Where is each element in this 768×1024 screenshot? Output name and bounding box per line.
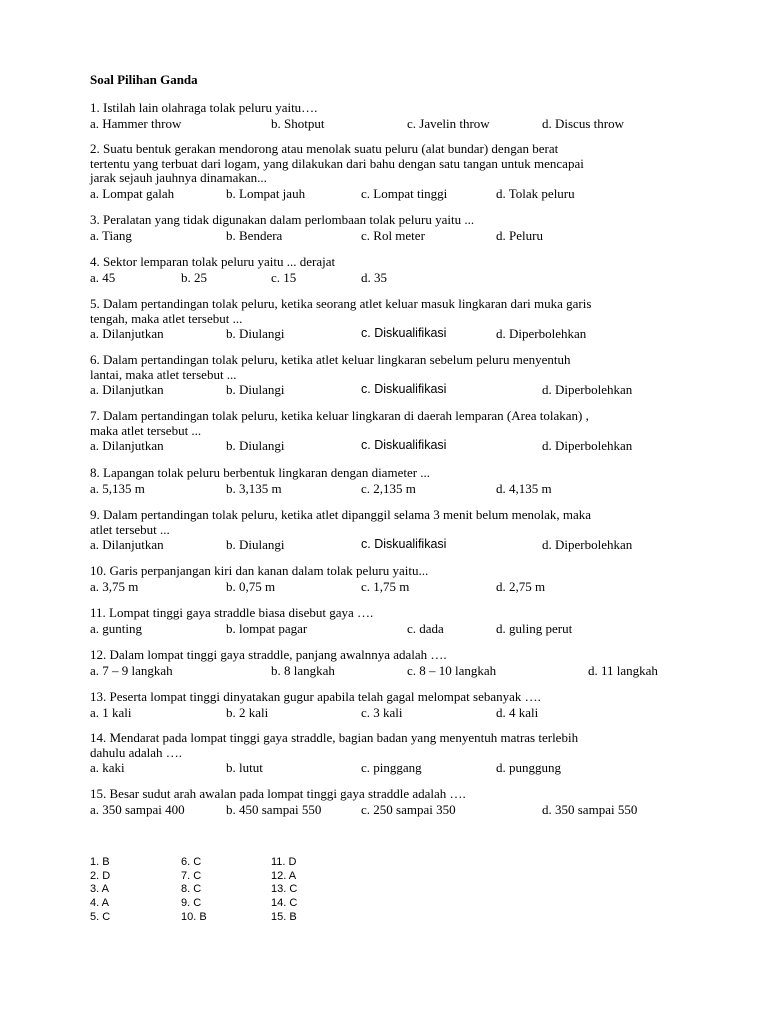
- question-13: [90, 690, 690, 720]
- question-text: 8. Lapangan tolak peluru berbentuk lingkaran dengan diameter ...: [90, 465, 431, 480]
- question-options: [90, 186, 690, 201]
- question-6: [90, 353, 690, 397]
- question-2: [90, 142, 690, 201]
- answer-item: 1. B: [90, 856, 110, 868]
- option-d: d. 350 sampai 550: [542, 801, 638, 817]
- option-b: b. Diulangi: [226, 537, 285, 552]
- option-b: b. Diulangi: [226, 438, 285, 453]
- option-d: d. punggung: [496, 760, 561, 775]
- option-b: b. 0,75 m: [226, 578, 276, 594]
- question-text: 15. Besar sudut arah awalan pada lompat tinggi gaya straddle adalah ….: [90, 786, 466, 801]
- option-a: a. Dilanjutkan: [90, 382, 164, 397]
- option-d: d. Diperbolehkan: [542, 537, 633, 552]
- question-9: [90, 508, 690, 552]
- option-a: a. Hammer throw: [90, 115, 182, 131]
- question-10: [90, 564, 690, 594]
- answer-item: 3. A: [90, 883, 109, 896]
- option-c: c. Lompat tinggi: [361, 185, 448, 201]
- question-5: [90, 297, 690, 341]
- answer-item: 6. C: [181, 856, 202, 868]
- answer-item: 2. D: [90, 869, 111, 882]
- option-b: b. 2 kali: [226, 704, 269, 720]
- option-c: c. 15: [271, 269, 297, 285]
- option-b: b. 25: [181, 269, 207, 285]
- option-a: a. Tiang: [90, 227, 132, 243]
- option-a: a. 5,135 m: [90, 480, 145, 496]
- question-3: [90, 213, 690, 243]
- option-c: c. Diskualifikasi: [361, 537, 447, 551]
- question-15: [90, 787, 690, 817]
- option-b: b. Lompat jauh: [226, 185, 306, 201]
- answer-item: 10. B: [181, 910, 207, 923]
- option-d: d. guling perut: [496, 620, 573, 636]
- option-c: c. Diskualifikasi: [361, 438, 447, 452]
- option-a: a. 3,75 m: [90, 578, 139, 594]
- answer-item: 12. A: [271, 869, 297, 882]
- option-d: d. Diperbolehkan: [542, 438, 633, 453]
- question-14: [90, 731, 690, 775]
- option-a: a. Dilanjutkan: [90, 537, 164, 552]
- question-text: 12. Dalam lompat tinggi gaya straddle, panjang awalnnya adalah ….: [90, 647, 447, 662]
- question-options: [90, 438, 690, 453]
- answer-column-3: [271, 856, 297, 924]
- question-7: [90, 409, 690, 453]
- option-a: a. 1 kali: [90, 704, 132, 720]
- document-title: Soal Pilihan Ganda: [90, 72, 198, 87]
- answer-item: 14. C: [271, 897, 298, 910]
- option-d: d. 2,75 m: [496, 578, 546, 594]
- question-text: 4. Sektor lemparan tolak peluru yaitu ... derajat: [90, 254, 336, 269]
- question-12: [90, 648, 690, 678]
- option-a: a. kaki: [90, 760, 125, 775]
- question-text: 3. Peralatan yang tidak digunakan dalam perlombaan tolak peluru yaitu ...: [90, 212, 475, 227]
- answer-item: 11. D: [271, 856, 297, 868]
- question-8: [90, 466, 690, 496]
- option-a: a. Dilanjutkan: [90, 438, 164, 453]
- question-text: 6. Dalam pertandingan tolak peluru, ketika atlet keluar lingkaran sebelum peluru menyentuh lantai, maka atlet tersebut ...: [90, 352, 571, 382]
- question-text: 7. Dalam pertandingan tolak peluru, ketika keluar lingkaran di daerah lemparan (Area tolakan) , maka atlet tersebut ...: [90, 408, 589, 438]
- question-text: 10. Garis perpanjangan kiri dan kanan dalam tolak peluru yaitu...: [90, 563, 429, 578]
- option-b: b. lutut: [226, 760, 263, 775]
- option-c: c. pinggang: [361, 760, 422, 775]
- question-text: 11. Lompat tinggi gaya straddle biasa disebut gaya ….: [90, 605, 374, 620]
- option-a: a. 7 – 9 langkah: [90, 662, 173, 678]
- answer-item: 8. C: [181, 883, 202, 896]
- question-1: [90, 101, 690, 131]
- option-d: d. 35: [361, 269, 387, 285]
- question-options: [90, 326, 690, 341]
- question-options: [90, 705, 690, 720]
- question-text: 9. Dalam pertandingan tolak peluru, ketika atlet dipanggil selama 3 menit belum menolak, maka atlet tersebut ...: [90, 507, 592, 537]
- question-options: [90, 116, 690, 131]
- answer-item: 9. C: [181, 897, 202, 910]
- option-d: d. 4,135 m: [496, 480, 552, 496]
- question-options: [90, 228, 690, 243]
- answer-item: 5. C: [90, 910, 111, 923]
- option-d: d. Tolak peluru: [496, 185, 575, 201]
- question-text: 2. Suatu bentuk gerakan mendorong atau menolak suatu peluru (alat bundar) dengan berat tertentu yang terbuat dari logam, yang dilakukan dari bahu dengan satu tangan untuk mencapai jarak sejauh jauhnya dinamakan...: [90, 141, 584, 185]
- option-b: b. 3,135 m: [226, 480, 282, 496]
- option-a: a. 45: [90, 269, 116, 285]
- option-b: b. Diulangi: [226, 326, 285, 341]
- option-d: d. 4 kali: [496, 704, 539, 720]
- option-b: b. Shotput: [271, 115, 325, 131]
- option-c: c. Diskualifikasi: [361, 326, 447, 340]
- option-c: c. Javelin throw: [407, 115, 490, 131]
- question-text: 14. Mendarat pada lompat tinggi gaya straddle, bagian badan yang menyentuh matras terlebih dahulu adalah ….: [90, 730, 579, 760]
- option-b: b. Diulangi: [226, 382, 285, 397]
- question-options: [90, 760, 690, 775]
- option-c: c. Rol meter: [361, 227, 425, 243]
- option-c: c. 1,75 m: [361, 578, 410, 594]
- option-d: d. Peluru: [496, 227, 543, 243]
- option-d: d. Discus throw: [542, 115, 624, 131]
- question-options: [90, 663, 690, 678]
- option-c: c. Diskualifikasi: [361, 382, 447, 396]
- answer-item: 7. C: [181, 869, 202, 882]
- answer-item: 15. B: [271, 910, 297, 923]
- question-options: [90, 621, 690, 636]
- question-options: [90, 481, 690, 496]
- option-a: a. Dilanjutkan: [90, 326, 164, 341]
- option-b: b. 8 langkah: [271, 662, 335, 678]
- option-d: d. Diperbolehkan: [542, 382, 633, 397]
- option-c: c. 2,135 m: [361, 480, 416, 496]
- option-c: c. 3 kali: [361, 704, 403, 720]
- answer-column-1: [90, 856, 110, 924]
- question-options: [90, 382, 690, 397]
- answer-column-2: [181, 856, 207, 924]
- option-a: a. gunting: [90, 620, 142, 636]
- option-c: c. 250 sampai 350: [361, 801, 456, 817]
- question-text: 13. Peserta lompat tinggi dinyatakan gugur apabila telah gagal melompat sebanyak ….: [90, 689, 541, 704]
- question-options: [90, 579, 690, 594]
- question-11: [90, 606, 690, 636]
- question-options: [90, 270, 690, 285]
- option-d: d. Diperbolehkan: [496, 326, 587, 341]
- question-text: 5. Dalam pertandingan tolak peluru, ketika seorang atlet keluar masuk lingkaran dari muka garis tengah, maka atlet tersebut ...: [90, 296, 592, 326]
- question-options: [90, 537, 690, 552]
- answer-item: 4. A: [90, 897, 109, 910]
- option-c: c. 8 – 10 langkah: [407, 662, 497, 678]
- option-a: a. 350 sampai 400: [90, 801, 185, 817]
- option-c: c. dada: [407, 620, 444, 636]
- question-text: 1. Istilah lain olahraga tolak peluru yaitu….: [90, 100, 318, 115]
- answer-item: 13. C: [271, 883, 298, 896]
- question-4: [90, 255, 690, 285]
- option-b: b. Bendera: [226, 227, 283, 243]
- option-b: b. lompat pagar: [226, 620, 308, 636]
- question-options: [90, 802, 690, 817]
- option-d: d. 11 langkah: [588, 662, 658, 678]
- option-b: b. 450 sampai 550: [226, 801, 322, 817]
- option-a: a. Lompat galah: [90, 185, 175, 201]
